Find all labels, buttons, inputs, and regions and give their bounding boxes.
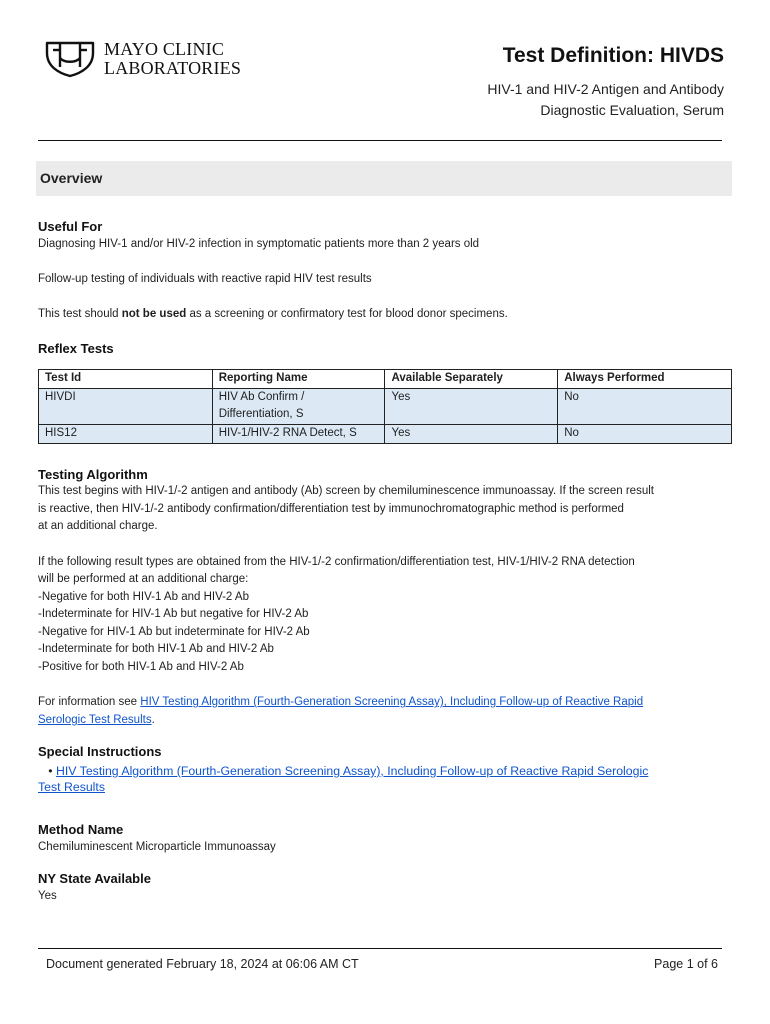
useful-for-line-3-bold: not be used [121, 307, 187, 320]
logo-line-2: LABORATORIES [104, 58, 242, 78]
info-prefix: For information see [38, 696, 141, 709]
overview-heading: Overview [40, 170, 103, 186]
algorithm-info-line [38, 694, 732, 712]
table-row [39, 388, 732, 424]
column-header: Test Id [39, 370, 213, 389]
ny-state-value: Yes [38, 889, 57, 902]
overview-section-bar [36, 161, 732, 196]
table-cell: Yes [385, 388, 558, 424]
logo-line-1: MAYO CLINIC [104, 39, 225, 59]
reporting-name-line-2: Differentiation, S [218, 408, 304, 421]
page-title: Test Definition: HIVDS [502, 44, 724, 67]
testing-algorithm-heading: Testing Algorithm [38, 466, 148, 482]
algorithm-para2-line-2: will be performed at an additional charge: [38, 573, 249, 586]
special-instructions-line-2 [38, 779, 732, 795]
list-item: -Indeterminate for HIV-1 Ab but negative for HIV-2 Ab [38, 608, 309, 621]
main-content [38, 218, 732, 905]
table-cell [212, 388, 385, 424]
special-instructions-line-1 [38, 763, 732, 779]
special-instructions-heading: Special Instructions [38, 744, 162, 760]
page-number: Page 1 of 6 [654, 957, 718, 971]
reflex-tests-table [38, 369, 732, 443]
list-item: -Positive for both HIV-1 Ab and HIV-2 Ab [38, 661, 244, 674]
algorithm-info-line-2 [38, 712, 732, 730]
table-cell: No [558, 388, 732, 424]
useful-for-line-3-post: as a screening or confirmatory test for blood donor specimens. [186, 307, 508, 320]
hiv-algorithm-link-part-2[interactable]: Serologic Test Results [38, 713, 152, 726]
list-item: -Indeterminate for both HIV-1 Ab and HIV-2 Ab [38, 643, 274, 656]
mayo-clinic-logo [44, 40, 241, 78]
title-block [487, 44, 724, 121]
special-instructions-link-part-1[interactable]: HIV Testing Algorithm (Fourth-Generation Screening Assay), Including Follow-up of Reactive Rapid Serologic [55, 764, 649, 779]
reporting-name-line-1: HIV Ab Confirm / [218, 390, 305, 403]
subtitle-line-2: Diagnostic Evaluation, Serum [540, 102, 724, 118]
table-row [39, 424, 732, 443]
table-header-row [39, 370, 732, 389]
method-name-value: Chemiluminescent Microparticle Immunoassay [38, 840, 276, 853]
ny-state-heading: NY State Available [38, 871, 151, 887]
table-cell: HIV-1/HIV-2 RNA Detect, S [212, 424, 385, 443]
generated-date: Document generated February 18, 2024 at 06:06 AM CT [46, 957, 359, 971]
algorithm-para1-line-1: This test begins with HIV-1/-2 antigen and antibody (Ab) screen by chemiluminescence immunoassay. If the screen result [38, 485, 654, 498]
info-suffix: . [151, 713, 155, 726]
mayo-shield-icon [44, 40, 96, 78]
useful-for-line-3-pre: This test should [38, 307, 122, 320]
special-instructions-link-part-2[interactable]: Test Results [38, 780, 105, 795]
useful-for-line-1: Diagnosing HIV-1 and/or HIV-2 infection in symptomatic patients more than 2 years old [38, 237, 480, 250]
useful-for-line-3 [38, 306, 732, 324]
list-item: -Negative for HIV-1 Ab but indeterminate for HIV-2 Ab [38, 625, 310, 638]
column-header: Available Separately [385, 370, 558, 389]
method-name-heading: Method Name [38, 822, 124, 838]
column-header: Reporting Name [212, 370, 385, 389]
table-cell: No [558, 424, 732, 443]
table-cell: HIS12 [39, 424, 213, 443]
column-header: Always Performed [558, 370, 732, 389]
useful-for-line-2: Follow-up testing of individuals with reactive rapid HIV test results [38, 272, 372, 285]
hiv-algorithm-link-part-1[interactable]: HIV Testing Algorithm (Fourth-Generation Screening Assay), Including Follow-up of Reactive Rapid [140, 696, 644, 709]
algorithm-para1-line-2: is reactive, then HIV-1/-2 antibody confirmation/differentiation test by immunochromatographic method is performed [38, 502, 624, 515]
useful-for-heading: Useful For [38, 219, 103, 234]
subtitle-line-1: HIV-1 and HIV-2 Antigen and Antibody [487, 81, 724, 97]
algorithm-para2-line-1: If the following result types are obtained from the HIV-1/-2 confirmation/differentiation test, HIV-1/HIV-2 RNA detection [38, 555, 635, 568]
bullet: • [48, 764, 53, 779]
reflex-tests-heading: Reflex Tests [38, 340, 114, 356]
table-cell: HIVDI [39, 388, 213, 424]
page-subtitle [487, 79, 724, 121]
list-item: -Negative for both HIV-1 Ab and HIV-2 Ab [38, 590, 249, 603]
footer-divider [38, 948, 722, 949]
header-divider [38, 140, 722, 141]
table-cell: Yes [385, 424, 558, 443]
page-footer [46, 957, 718, 971]
algorithm-para1-line-3: at an additional charge. [38, 520, 158, 533]
